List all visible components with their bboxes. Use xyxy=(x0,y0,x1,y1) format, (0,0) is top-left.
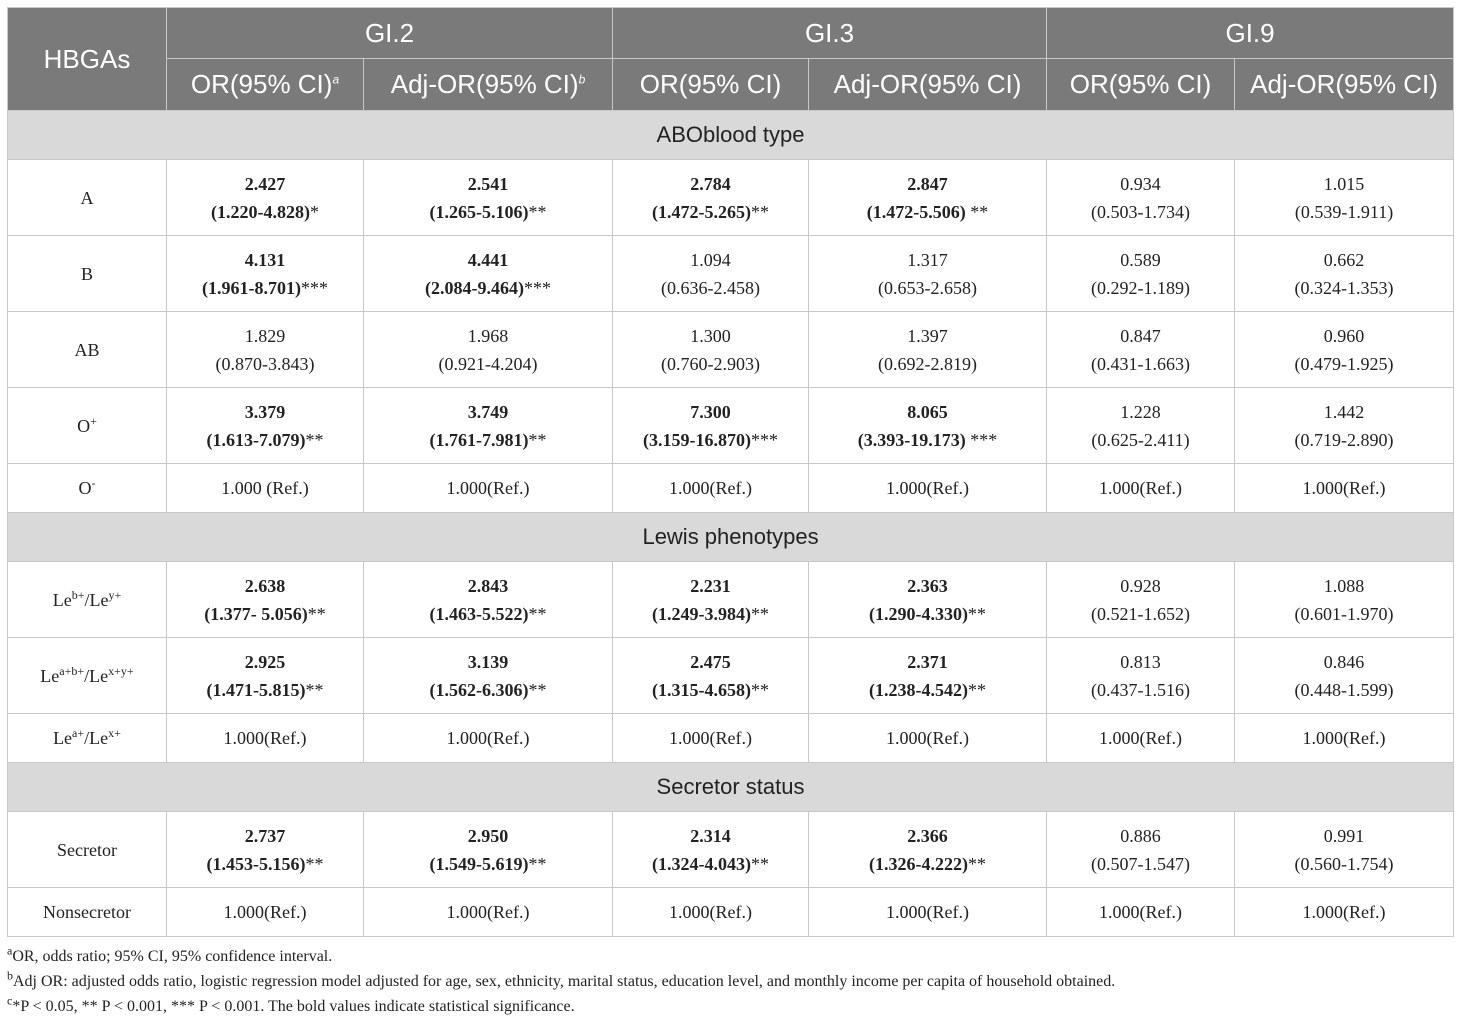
cell-ci: (1.377- 5.056)** xyxy=(204,603,326,624)
cell-value: 1.397 xyxy=(907,325,948,346)
significance-marker: ** xyxy=(965,201,989,222)
table-cell: 1.000(Ref.) xyxy=(613,714,809,763)
cell-ci: (0.503-1.734) xyxy=(1091,201,1191,222)
cell-ci: (1.562-6.306)** xyxy=(429,679,547,700)
cell-value: 2.843 xyxy=(467,575,509,596)
table-row xyxy=(8,464,1454,513)
header-group-gi2: GI.2 xyxy=(167,8,613,59)
cell-value: 2.314 xyxy=(690,825,731,846)
row-label: $Le^{b+}/Le^{y+}$ xyxy=(8,562,167,638)
cell-value: 1.317 xyxy=(907,249,948,270)
cell-value: 8.065 xyxy=(907,401,948,422)
table-cell xyxy=(167,812,364,888)
cell-ci: (0.625-2.411) xyxy=(1091,429,1190,450)
cell-ci: (1.472-5.265)** xyxy=(652,201,769,222)
cell-ci: (0.653-2.658) xyxy=(878,277,978,298)
cell-ci: (1.961-8.701)*** xyxy=(202,277,328,298)
table-cell xyxy=(809,388,1047,464)
cell-ci: (0.521-1.652) xyxy=(1091,603,1191,624)
cell-ci: (1.326-4.222)** xyxy=(869,853,987,874)
significance-marker: ** xyxy=(305,853,324,874)
cell-value: 2.231 xyxy=(690,575,731,596)
cell-value: 2.784 xyxy=(690,173,731,194)
table-cell xyxy=(1047,812,1235,888)
cell-value: 1.300 xyxy=(690,325,731,346)
cell-value: 2.950 xyxy=(467,825,509,846)
cell-value: 1.442 xyxy=(1323,401,1365,422)
cell-ci: (1.471-5.815)** xyxy=(206,679,324,700)
cell-value: 0.813 xyxy=(1120,651,1161,672)
table-cell xyxy=(364,312,613,388)
header-group-gi9: GI.9 xyxy=(1047,8,1454,59)
cell-ci: (1.290-4.330)** xyxy=(869,603,987,624)
significance-marker: ** xyxy=(751,853,769,874)
table-cell xyxy=(364,388,613,464)
cell-ci: (0.719-2.890) xyxy=(1294,429,1394,450)
table-cell: 1.000(Ref.) xyxy=(364,714,613,763)
table-cell xyxy=(809,638,1047,714)
significance-marker: ** xyxy=(528,429,547,450)
cell-ci: (0.921-4.204) xyxy=(438,353,538,374)
significance-marker: * xyxy=(309,201,319,222)
significance-marker: ** xyxy=(528,603,547,624)
table-row xyxy=(8,812,1454,888)
cell-value: 1.015 xyxy=(1323,173,1365,194)
cell-value: 2.737 xyxy=(244,825,286,846)
table-cell: 1.000(Ref.) xyxy=(613,888,809,937)
table-cell xyxy=(809,160,1047,236)
table-cell xyxy=(809,312,1047,388)
significance-marker: ** xyxy=(528,201,547,222)
table-cell xyxy=(1235,812,1454,888)
cell-ci: (1.453-5.156)** xyxy=(206,853,324,874)
table-row xyxy=(8,388,1454,464)
table-row xyxy=(8,888,1454,937)
cell-value: 1.829 xyxy=(244,325,286,346)
table-cell: 1.000(Ref.) xyxy=(167,888,364,937)
significance-marker: ** xyxy=(751,603,769,624)
row-label: O- xyxy=(8,464,167,513)
footnote-c: $^c$*P < 0.05, ** P < 0.001, *** P < 0.001. The bold values indicate statistical significance. xyxy=(7,993,575,1015)
cell-ci: (1.265-5.106)** xyxy=(429,201,547,222)
significance-marker: *** xyxy=(300,277,328,298)
cell-value: 3.379 xyxy=(244,401,286,422)
table-cell xyxy=(1235,160,1454,236)
cell-value: 0.589 xyxy=(1120,249,1161,270)
significance-marker: *** xyxy=(965,429,998,450)
cell-ci: (0.431-1.663) xyxy=(1091,353,1191,374)
footnote-a: $^a$OR, odds ratio; 95% CI, 95% confidence interval. xyxy=(7,943,333,965)
table-cell xyxy=(809,236,1047,312)
cell-ci: (0.870-3.843) xyxy=(215,353,315,374)
cell-ci: (2.084-9.464)*** xyxy=(425,277,551,298)
footnote-b: $^b$Adj OR: adjusted odds ratio, logistic regression model adjusted for age, sex, ethnicity, marital status, education level, and monthly income per capita of household obtained. xyxy=(7,968,1116,990)
table-cell xyxy=(1047,388,1235,464)
table-row xyxy=(8,714,1454,763)
cell-ci: (0.437-1.516) xyxy=(1091,679,1191,700)
cell-value: 2.847 xyxy=(907,173,948,194)
odds-ratio-table xyxy=(7,7,1454,937)
header-gi2-or: OR(95% CI)$^a$ xyxy=(167,59,364,111)
row-label: Secretor xyxy=(8,812,167,888)
table-row xyxy=(8,638,1454,714)
table-cell xyxy=(1235,236,1454,312)
table-cell: 1.000(Ref.) xyxy=(364,464,613,513)
table-cell xyxy=(613,562,809,638)
cell-value: 2.363 xyxy=(907,575,948,596)
table-cell xyxy=(613,312,809,388)
cell-ci: (0.539-1.911) xyxy=(1294,201,1394,222)
significance-marker: ** xyxy=(968,853,987,874)
significance-marker: ** xyxy=(305,429,324,450)
table-cell xyxy=(613,160,809,236)
header-gi3-adj-or: Adj-OR(95% CI) xyxy=(809,59,1047,111)
table-cell xyxy=(613,236,809,312)
header-gi9-adj-or: Adj-OR(95% CI) xyxy=(1235,59,1454,111)
table-cell xyxy=(613,638,809,714)
significance-marker: ** xyxy=(528,679,547,700)
table-cell xyxy=(1235,312,1454,388)
cell-value: 2.371 xyxy=(907,651,948,672)
cell-value: 0.934 xyxy=(1120,173,1161,194)
cell-ci: (3.393-19.173) *** xyxy=(857,429,998,450)
header-gi2-adj-or: Adj-OR(95% CI)$^b$ xyxy=(364,59,613,111)
row-label: $Le^{a+}/Le^{x+}$ xyxy=(8,714,167,763)
table-cell xyxy=(167,160,364,236)
table-cell xyxy=(364,812,613,888)
cell-value: 0.846 xyxy=(1323,651,1365,672)
cell-ci: (0.479-1.925) xyxy=(1294,353,1394,374)
cell-value: 4.441 xyxy=(467,249,509,270)
row-label: O+ xyxy=(8,388,167,464)
table-row xyxy=(8,312,1454,388)
table-cell: 1.000(Ref.) xyxy=(1235,714,1454,763)
table-cell xyxy=(364,236,613,312)
significance-marker: ** xyxy=(307,603,326,624)
row-label: A xyxy=(8,160,167,236)
cell-value: 2.475 xyxy=(690,651,731,672)
cell-ci: (1.761-7.981)** xyxy=(429,429,547,450)
cell-value: 2.366 xyxy=(907,825,948,846)
table-cell xyxy=(167,388,364,464)
header-gi9-or: OR(95% CI) xyxy=(1047,59,1235,111)
section-secretor-status: Secretor status xyxy=(8,763,1454,812)
table-cell: 1.000(Ref.) xyxy=(167,714,364,763)
cell-ci: (0.601-1.970) xyxy=(1294,603,1394,624)
cell-ci: (0.636-2.458) xyxy=(661,277,760,298)
table-cell xyxy=(809,812,1047,888)
row-label: $Le^{a+b+}/Le^{x+y+}$ xyxy=(8,638,167,714)
table-cell: 1.000(Ref.) xyxy=(809,714,1047,763)
table-cell: 1.000(Ref.) xyxy=(364,888,613,937)
cell-value: 1.228 xyxy=(1120,401,1161,422)
cell-value: 0.960 xyxy=(1323,325,1365,346)
table-row xyxy=(8,562,1454,638)
table-cell xyxy=(613,388,809,464)
table-cell xyxy=(1047,562,1235,638)
table-cell xyxy=(364,562,613,638)
significance-marker: ** xyxy=(968,679,987,700)
cell-value: 2.638 xyxy=(244,575,286,596)
cell-ci: (1.472-5.506) ** xyxy=(866,201,989,222)
cell-ci: (0.692-2.819) xyxy=(878,353,978,374)
cell-ci: (1.220-4.828)* xyxy=(211,201,319,222)
row-label: AB xyxy=(8,312,167,388)
section-abo-blood-type: ABOblood type xyxy=(8,111,1454,160)
table-cell xyxy=(613,812,809,888)
table-cell: 1.000(Ref.) xyxy=(1235,888,1454,937)
table-cell xyxy=(364,160,613,236)
table-cell xyxy=(1047,236,1235,312)
cell-value: 2.541 xyxy=(467,173,509,194)
table-cell: 1.000(Ref.) xyxy=(809,888,1047,937)
table-cell: 1.000(Ref.) xyxy=(1047,888,1235,937)
header-hbgas: HBGAs xyxy=(8,8,167,111)
significance-marker: ** xyxy=(968,603,987,624)
cell-ci: (1.463-5.522)** xyxy=(429,603,547,624)
table-cell: 1.000 (Ref.) xyxy=(167,464,364,513)
cell-ci: (0.324-1.353) xyxy=(1294,277,1394,298)
cell-value: 0.847 xyxy=(1120,325,1161,346)
cell-value: 2.427 xyxy=(244,173,286,194)
table-cell xyxy=(167,638,364,714)
cell-ci: (1.249-3.984)** xyxy=(652,603,769,624)
table-row xyxy=(8,160,1454,236)
cell-ci: (0.560-1.754) xyxy=(1294,853,1394,874)
significance-marker: ** xyxy=(305,679,324,700)
table-cell xyxy=(1235,638,1454,714)
section-lewis-phenotypes: Lewis phenotypes xyxy=(8,513,1454,562)
significance-marker: *** xyxy=(524,277,551,298)
cell-value: 0.886 xyxy=(1120,825,1161,846)
table-cell xyxy=(364,638,613,714)
cell-value: 4.131 xyxy=(244,249,286,270)
cell-ci: (1.613-7.079)** xyxy=(206,429,324,450)
row-label: B xyxy=(8,236,167,312)
cell-value: 1.094 xyxy=(690,249,731,270)
cell-ci: (1.238-4.542)** xyxy=(869,679,987,700)
table-cell xyxy=(1047,638,1235,714)
cell-ci: (1.324-4.043)** xyxy=(652,853,769,874)
significance-marker: *** xyxy=(751,429,778,450)
table-cell xyxy=(167,312,364,388)
table-cell xyxy=(1235,562,1454,638)
table-cell xyxy=(167,562,364,638)
cell-value: 0.662 xyxy=(1323,249,1365,270)
significance-marker: ** xyxy=(751,201,769,222)
header-gi3-or: OR(95% CI) xyxy=(613,59,809,111)
cell-value: 2.925 xyxy=(244,651,286,672)
cell-value: 1.088 xyxy=(1323,575,1365,596)
header-group-gi3: GI.3 xyxy=(613,8,1047,59)
table-cell: 1.000(Ref.) xyxy=(1047,714,1235,763)
table-cell xyxy=(1235,388,1454,464)
cell-value: 0.928 xyxy=(1120,575,1161,596)
cell-ci: (0.292-1.189) xyxy=(1091,277,1191,298)
table-cell xyxy=(809,562,1047,638)
cell-ci: (0.448-1.599) xyxy=(1294,679,1394,700)
cell-ci: (0.760-2.903) xyxy=(661,353,760,374)
table-cell xyxy=(167,236,364,312)
cell-value: 7.300 xyxy=(690,401,731,422)
cell-ci: (1.315-4.658)** xyxy=(652,679,769,700)
cell-value: 1.968 xyxy=(467,325,509,346)
cell-ci: (0.507-1.547) xyxy=(1091,853,1191,874)
cell-ci: (3.159-16.870)*** xyxy=(643,429,778,450)
table-cell: 1.000(Ref.) xyxy=(613,464,809,513)
table-cell: 1.000(Ref.) xyxy=(809,464,1047,513)
table-footnotes xyxy=(7,944,1447,1019)
table-row xyxy=(8,236,1454,312)
table-cell xyxy=(1047,160,1235,236)
table-cell xyxy=(1047,312,1235,388)
significance-marker: ** xyxy=(751,679,769,700)
table-cell: 1.000(Ref.) xyxy=(1047,464,1235,513)
cell-value: 3.139 xyxy=(467,651,509,672)
significance-marker: ** xyxy=(528,853,547,874)
table-cell: 1.000(Ref.) xyxy=(1235,464,1454,513)
row-label: Nonsecretor xyxy=(8,888,167,937)
cell-value: 0.991 xyxy=(1323,825,1365,846)
cell-ci: (1.549-5.619)** xyxy=(429,853,547,874)
cell-value: 3.749 xyxy=(467,401,509,422)
